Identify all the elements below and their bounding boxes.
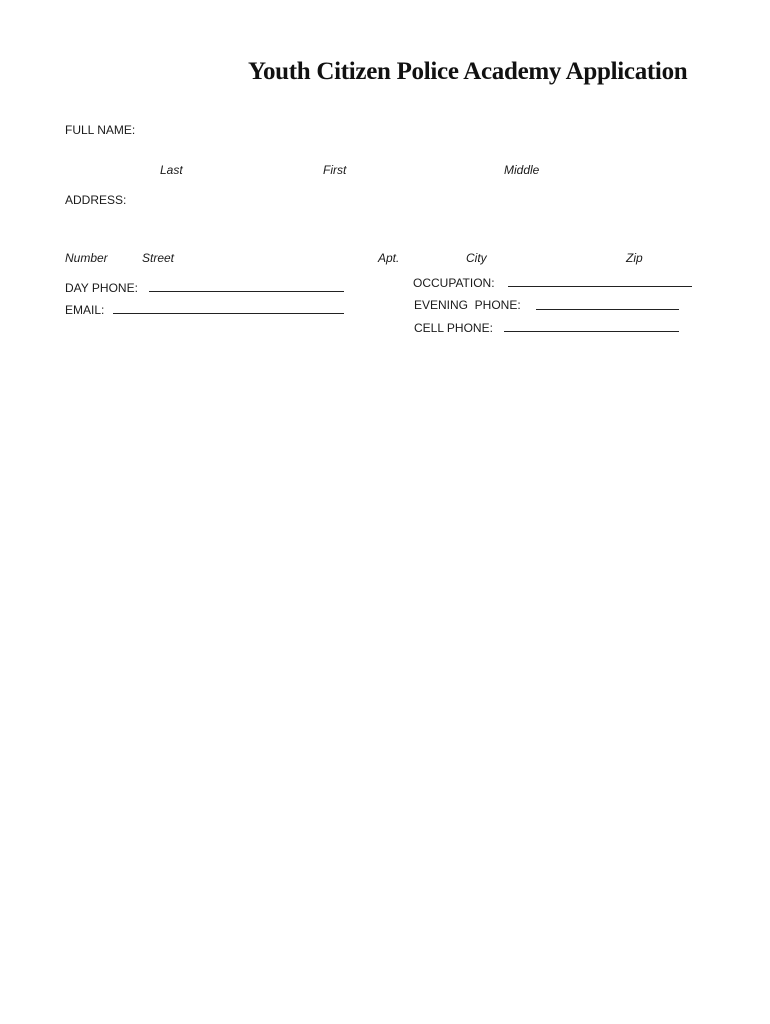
- address-city-caption: City: [466, 251, 487, 265]
- evening-phone-field[interactable]: [536, 309, 679, 310]
- address-street-caption: Street: [142, 251, 175, 265]
- full-name-label: FULL NAME:: [65, 123, 136, 137]
- cell-phone-label: CELL PHONE:: [414, 321, 493, 335]
- cell-phone-field[interactable]: [504, 331, 679, 332]
- address-number-caption: Number: [65, 251, 108, 265]
- page-title: Youth Citizen Police Academy Application: [248, 58, 688, 85]
- first-name-caption: First: [323, 163, 347, 177]
- address-zip-caption: Zip: [626, 251, 643, 265]
- email-field[interactable]: [113, 313, 344, 314]
- occupation-field[interactable]: [508, 286, 692, 287]
- day-phone-field[interactable]: [149, 291, 344, 292]
- day-phone-label: DAY PHONE:: [65, 281, 138, 295]
- address-label: ADDRESS:: [65, 193, 127, 207]
- evening-phone-label: EVENING PHONE:: [414, 298, 521, 312]
- address-apt-caption: Apt.: [378, 251, 400, 265]
- occupation-label: OCCUPATION:: [413, 276, 495, 290]
- last-name-caption: Last: [160, 163, 183, 177]
- middle-name-caption: Middle: [504, 163, 540, 177]
- email-label: EMAIL:: [65, 303, 105, 317]
